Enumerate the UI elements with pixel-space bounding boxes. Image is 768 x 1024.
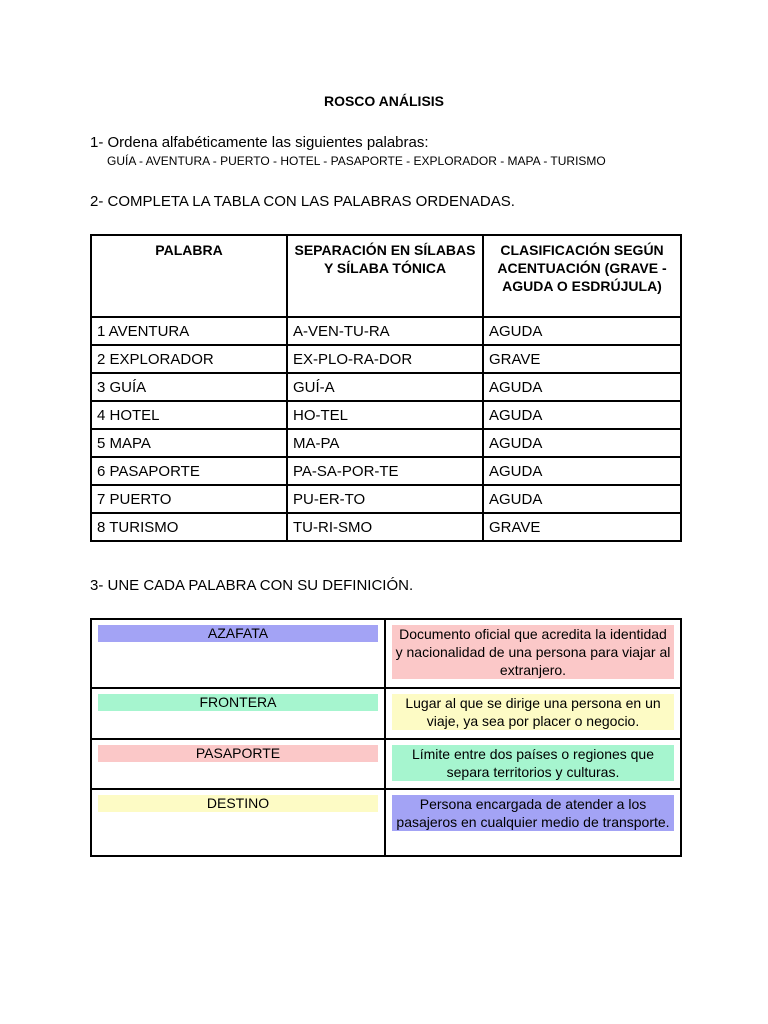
word-list: GUÍA - AVENTURA - PUERTO - HOTEL - PASAPORTE - EXPLORADOR - MAPA - TURISMO bbox=[107, 154, 606, 168]
word-highlight: DESTINO bbox=[98, 795, 378, 812]
stress-cell: AGUDA bbox=[483, 317, 681, 345]
word-cell: 5 MAPA bbox=[91, 429, 287, 457]
table-row bbox=[91, 373, 681, 401]
table-row bbox=[91, 317, 681, 345]
table-header-row bbox=[91, 235, 681, 317]
word-cell bbox=[91, 739, 385, 789]
stress-cell: AGUDA bbox=[483, 457, 681, 485]
syllable-cell: HO-TEL bbox=[287, 401, 483, 429]
question-1: 1- Ordena alfabéticamente las siguientes palabras: bbox=[90, 134, 429, 151]
table-row bbox=[91, 485, 681, 513]
syllable-cell: TU-RI-SMO bbox=[287, 513, 483, 541]
stress-cell: GRAVE bbox=[483, 513, 681, 541]
definition-highlight: Persona encargada de atender a los pasajeros en cualquier medio de transporte. bbox=[392, 795, 674, 831]
stress-cell: AGUDA bbox=[483, 373, 681, 401]
syllable-cell: PU-ER-TO bbox=[287, 485, 483, 513]
matching-row bbox=[91, 688, 681, 739]
table-row bbox=[91, 345, 681, 373]
table-row bbox=[91, 429, 681, 457]
matching-table bbox=[90, 618, 682, 857]
column-header: SEPARACIÓN EN SÍLABAS Y SÍLABA TÓNICA bbox=[287, 235, 483, 317]
word-highlight: FRONTERA bbox=[98, 694, 378, 711]
definition-highlight: Lugar al que se dirige una persona en un viaje, ya sea por placer o negocio. bbox=[392, 694, 674, 730]
stress-cell: AGUDA bbox=[483, 485, 681, 513]
word-cell bbox=[91, 688, 385, 739]
syllable-table bbox=[90, 234, 682, 542]
definition-cell bbox=[385, 688, 681, 739]
syllable-cell: MA-PA bbox=[287, 429, 483, 457]
definition-highlight: Documento oficial que acredita la identidad y nacionalidad de una persona para viajar al extranjero. bbox=[392, 625, 674, 679]
word-highlight: AZAFATA bbox=[98, 625, 378, 642]
matching-row bbox=[91, 619, 681, 688]
syllable-cell: GUÍ-A bbox=[287, 373, 483, 401]
definition-highlight: Límite entre dos países o regiones que separa territorios y culturas. bbox=[392, 745, 674, 781]
word-cell bbox=[91, 789, 385, 856]
word-cell: 3 GUÍA bbox=[91, 373, 287, 401]
question-2: 2- COMPLETA LA TABLA CON LAS PALABRAS ORDENADAS. bbox=[90, 193, 515, 210]
stress-cell: AGUDA bbox=[483, 401, 681, 429]
matching-row bbox=[91, 789, 681, 856]
word-cell bbox=[91, 619, 385, 688]
question-3: 3- UNE CADA PALABRA CON SU DEFINICIÓN. bbox=[90, 577, 414, 594]
definition-cell bbox=[385, 789, 681, 856]
word-cell: 6 PASAPORTE bbox=[91, 457, 287, 485]
word-highlight: PASAPORTE bbox=[98, 745, 378, 762]
syllable-cell: EX-PLO-RA-DOR bbox=[287, 345, 483, 373]
word-cell: 4 HOTEL bbox=[91, 401, 287, 429]
syllable-cell: PA-SA-POR-TE bbox=[287, 457, 483, 485]
word-cell: 8 TURISMO bbox=[91, 513, 287, 541]
word-cell: 2 EXPLORADOR bbox=[91, 345, 287, 373]
page-title: ROSCO ANÁLISIS bbox=[323, 93, 445, 109]
column-header: PALABRA bbox=[91, 235, 287, 317]
table-row bbox=[91, 513, 681, 541]
stress-cell: AGUDA bbox=[483, 429, 681, 457]
word-cell: 1 AVENTURA bbox=[91, 317, 287, 345]
table-row bbox=[91, 401, 681, 429]
table-row bbox=[91, 457, 681, 485]
syllable-cell: A-VEN-TU-RA bbox=[287, 317, 483, 345]
definition-cell bbox=[385, 739, 681, 789]
stress-cell: GRAVE bbox=[483, 345, 681, 373]
definition-cell bbox=[385, 619, 681, 688]
matching-row bbox=[91, 739, 681, 789]
column-header: CLASIFICACIÓN SEGÚN ACENTUACIÓN (GRAVE - AGUDA O ESDRÚJULA) bbox=[483, 235, 681, 317]
word-cell: 7 PUERTO bbox=[91, 485, 287, 513]
